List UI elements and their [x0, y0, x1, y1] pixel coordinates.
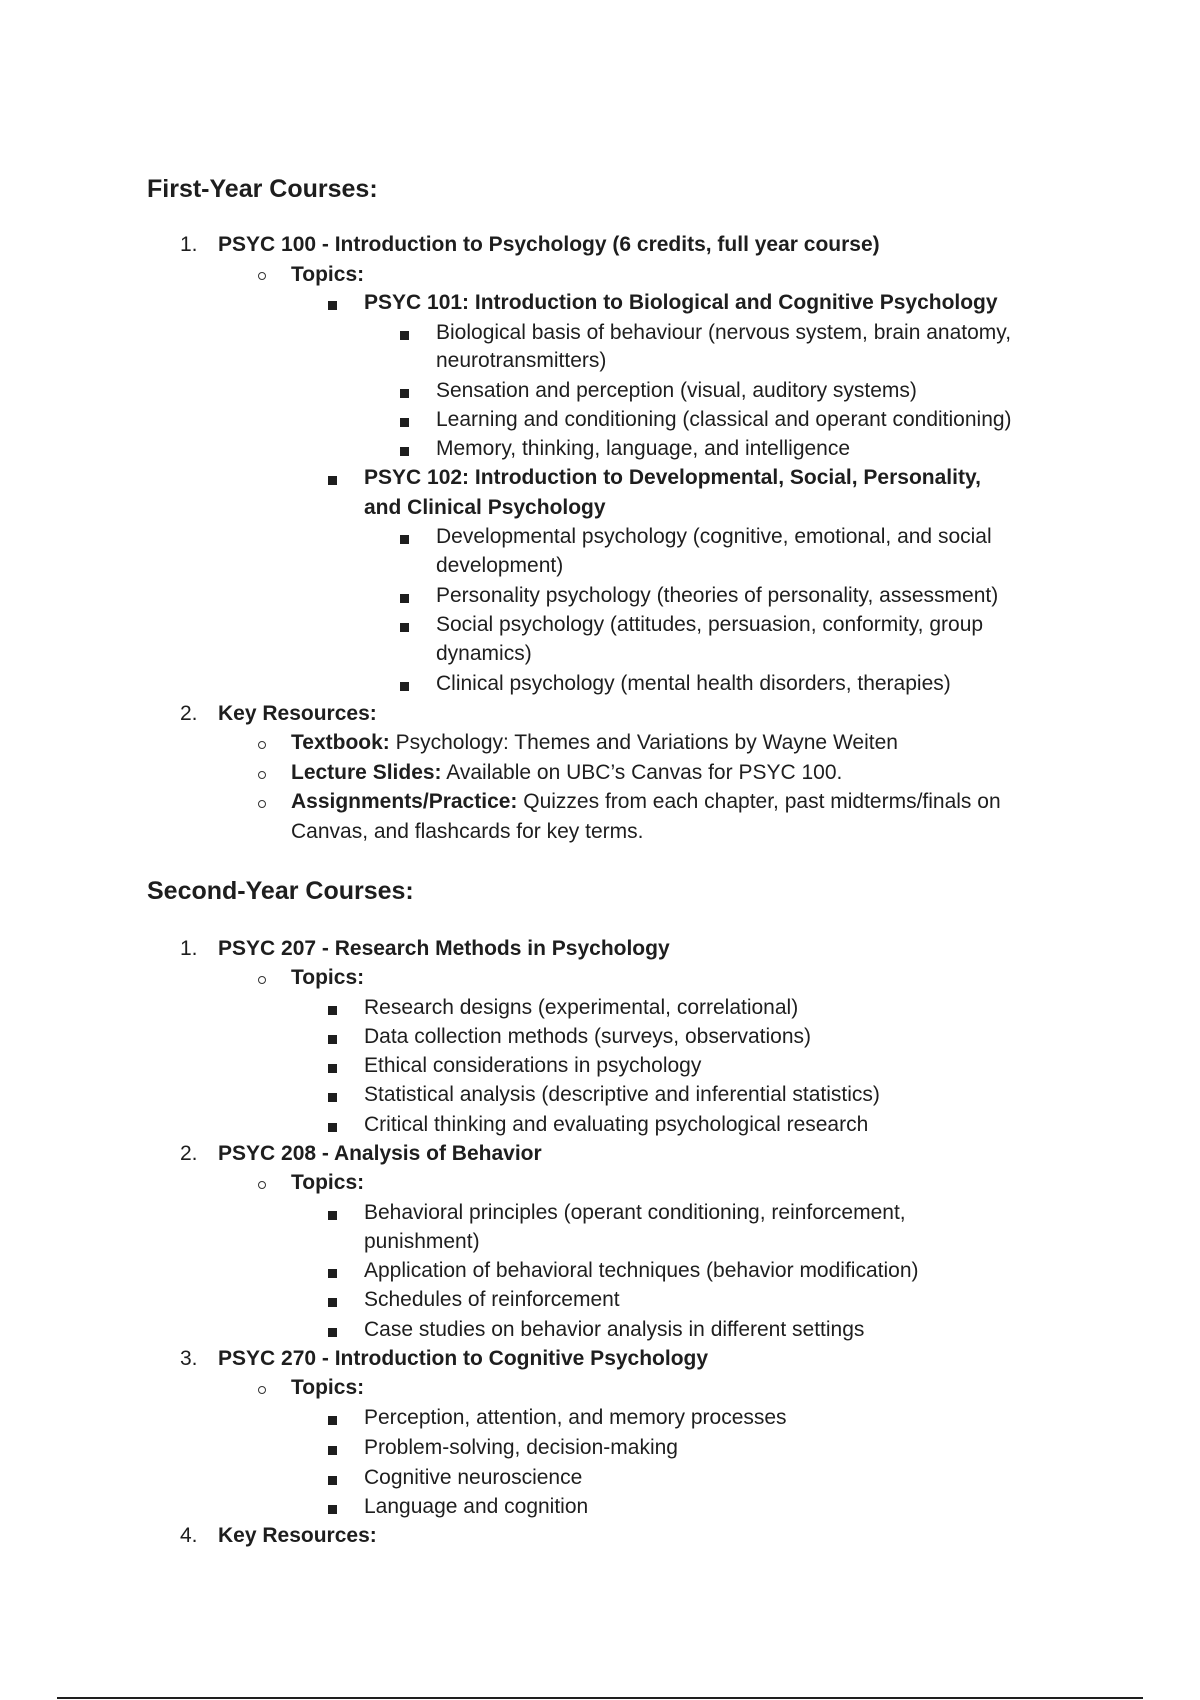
square-bullet-icon — [400, 682, 409, 691]
list-item: Problem-solving, decision-making — [364, 1436, 678, 1459]
list-item: Perception, attention, and memory processes — [364, 1406, 787, 1429]
list-item: Sensation and perception (visual, auditory systems) — [436, 379, 917, 402]
list-item-continued: punishment) — [364, 1230, 480, 1253]
page-bottom-rule — [57, 1697, 1143, 1699]
list-item: Language and cognition — [364, 1495, 589, 1518]
circle-bullet-icon — [258, 800, 266, 808]
section-heading-first-year: First-Year Courses: — [147, 175, 378, 203]
resource-value: Psychology: Themes and Variations by Wayne Weiten — [389, 731, 898, 754]
list-item: Application of behavioral techniques (behavior modification) — [364, 1259, 919, 1282]
subcourse-psyc101: PSYC 101: Introduction to Biological and Cognitive Psychology — [364, 291, 998, 314]
square-bullet-icon — [328, 476, 337, 485]
square-bullet-icon — [328, 1328, 337, 1337]
square-bullet-icon — [400, 447, 409, 456]
list-item-continued: dynamics) — [436, 642, 532, 665]
square-bullet-icon — [328, 301, 337, 310]
resource-assignments-continued: Canvas, and flashcards for key terms. — [291, 820, 644, 843]
square-bullet-icon — [328, 1006, 337, 1015]
list-item: Research designs (experimental, correlational) — [364, 996, 799, 1019]
subcourse-psyc102-continued: and Clinical Psychology — [364, 496, 606, 519]
square-bullet-icon — [328, 1446, 337, 1455]
resource-value: Available on UBC’s Canvas for PSYC 100. — [441, 761, 843, 784]
resource-assignments — [291, 787, 1001, 817]
list-number: 1. — [180, 937, 198, 960]
list-item: Clinical psychology (mental health disorders, therapies) — [436, 672, 951, 695]
list-item-continued: development) — [436, 554, 564, 577]
resource-lecture-slides — [291, 758, 842, 788]
list-number: 2. — [180, 702, 198, 725]
course-title-psyc100: PSYC 100 - Introduction to Psychology (6 credits, full year course) — [218, 233, 880, 256]
list-item: Ethical considerations in psychology — [364, 1054, 702, 1077]
square-bullet-icon — [328, 1093, 337, 1102]
circle-bullet-icon — [258, 771, 266, 779]
list-item: Developmental psychology (cognitive, emotional, and social — [436, 525, 992, 548]
square-bullet-icon — [328, 1064, 337, 1073]
square-bullet-icon — [400, 418, 409, 427]
list-item: Biological basis of behaviour (nervous system, brain anatomy, — [436, 321, 1012, 344]
list-number: 2. — [180, 1142, 198, 1165]
course-title-psyc270: PSYC 270 - Introduction to Cognitive Psychology — [218, 1347, 709, 1370]
square-bullet-icon — [328, 1476, 337, 1485]
list-item: Learning and conditioning (classical and operant conditioning) — [436, 408, 1012, 431]
circle-bullet-icon — [258, 1386, 266, 1394]
topics-label: Topics: — [291, 1376, 365, 1399]
list-item: Schedules of reinforcement — [364, 1288, 620, 1311]
key-resources-heading: Key Resources: — [218, 702, 377, 725]
topics-label: Topics: — [291, 1171, 365, 1194]
square-bullet-icon — [328, 1416, 337, 1425]
course-title-psyc207: PSYC 207 - Research Methods in Psychology — [218, 937, 670, 960]
list-number: 4. — [180, 1524, 198, 1547]
square-bullet-icon — [400, 331, 409, 340]
list-item-continued: neurotransmitters) — [436, 349, 607, 372]
resource-textbook — [291, 728, 898, 758]
square-bullet-icon — [328, 1298, 337, 1307]
resource-label: Textbook: — [291, 731, 390, 754]
list-item: Social psychology (attitudes, persuasion, conformity, group — [436, 613, 984, 636]
key-resources-heading: Key Resources: — [218, 1524, 377, 1547]
square-bullet-icon — [328, 1505, 337, 1514]
course-title-psyc208: PSYC 208 - Analysis of Behavior — [218, 1142, 542, 1165]
subcourse-psyc102: PSYC 102: Introduction to Developmental, Social, Personality, — [364, 466, 981, 489]
square-bullet-icon — [400, 594, 409, 603]
circle-bullet-icon — [258, 1181, 266, 1189]
topics-label: Topics: — [291, 263, 365, 286]
square-bullet-icon — [400, 389, 409, 398]
list-item: Personality psychology (theories of personality, assessment) — [436, 584, 999, 607]
square-bullet-icon — [328, 1123, 337, 1132]
square-bullet-icon — [328, 1269, 337, 1278]
section-heading-second-year: Second-Year Courses: — [147, 877, 414, 905]
square-bullet-icon — [400, 535, 409, 544]
list-item: Cognitive neuroscience — [364, 1466, 583, 1489]
list-item: Memory, thinking, language, and intelligence — [436, 437, 851, 460]
square-bullet-icon — [328, 1211, 337, 1220]
circle-bullet-icon — [258, 741, 266, 749]
list-item: Case studies on behavior analysis in different settings — [364, 1318, 865, 1341]
square-bullet-icon — [328, 1035, 337, 1044]
list-item: Statistical analysis (descriptive and inferential statistics) — [364, 1083, 880, 1106]
list-item: Critical thinking and evaluating psychological research — [364, 1113, 869, 1136]
topics-label: Topics: — [291, 966, 365, 989]
list-item: Behavioral principles (operant conditioning, reinforcement, — [364, 1201, 906, 1224]
resource-label: Assignments/Practice: — [291, 790, 518, 813]
resource-label: Lecture Slides: — [291, 761, 442, 784]
list-item: Data collection methods (surveys, observations) — [364, 1025, 812, 1048]
circle-bullet-icon — [258, 976, 266, 984]
list-number: 1. — [180, 233, 198, 256]
resource-value: Quizzes from each chapter, past midterms/finals on — [517, 790, 1001, 813]
list-number: 3. — [180, 1347, 198, 1370]
circle-bullet-icon — [258, 272, 266, 280]
square-bullet-icon — [400, 623, 409, 632]
